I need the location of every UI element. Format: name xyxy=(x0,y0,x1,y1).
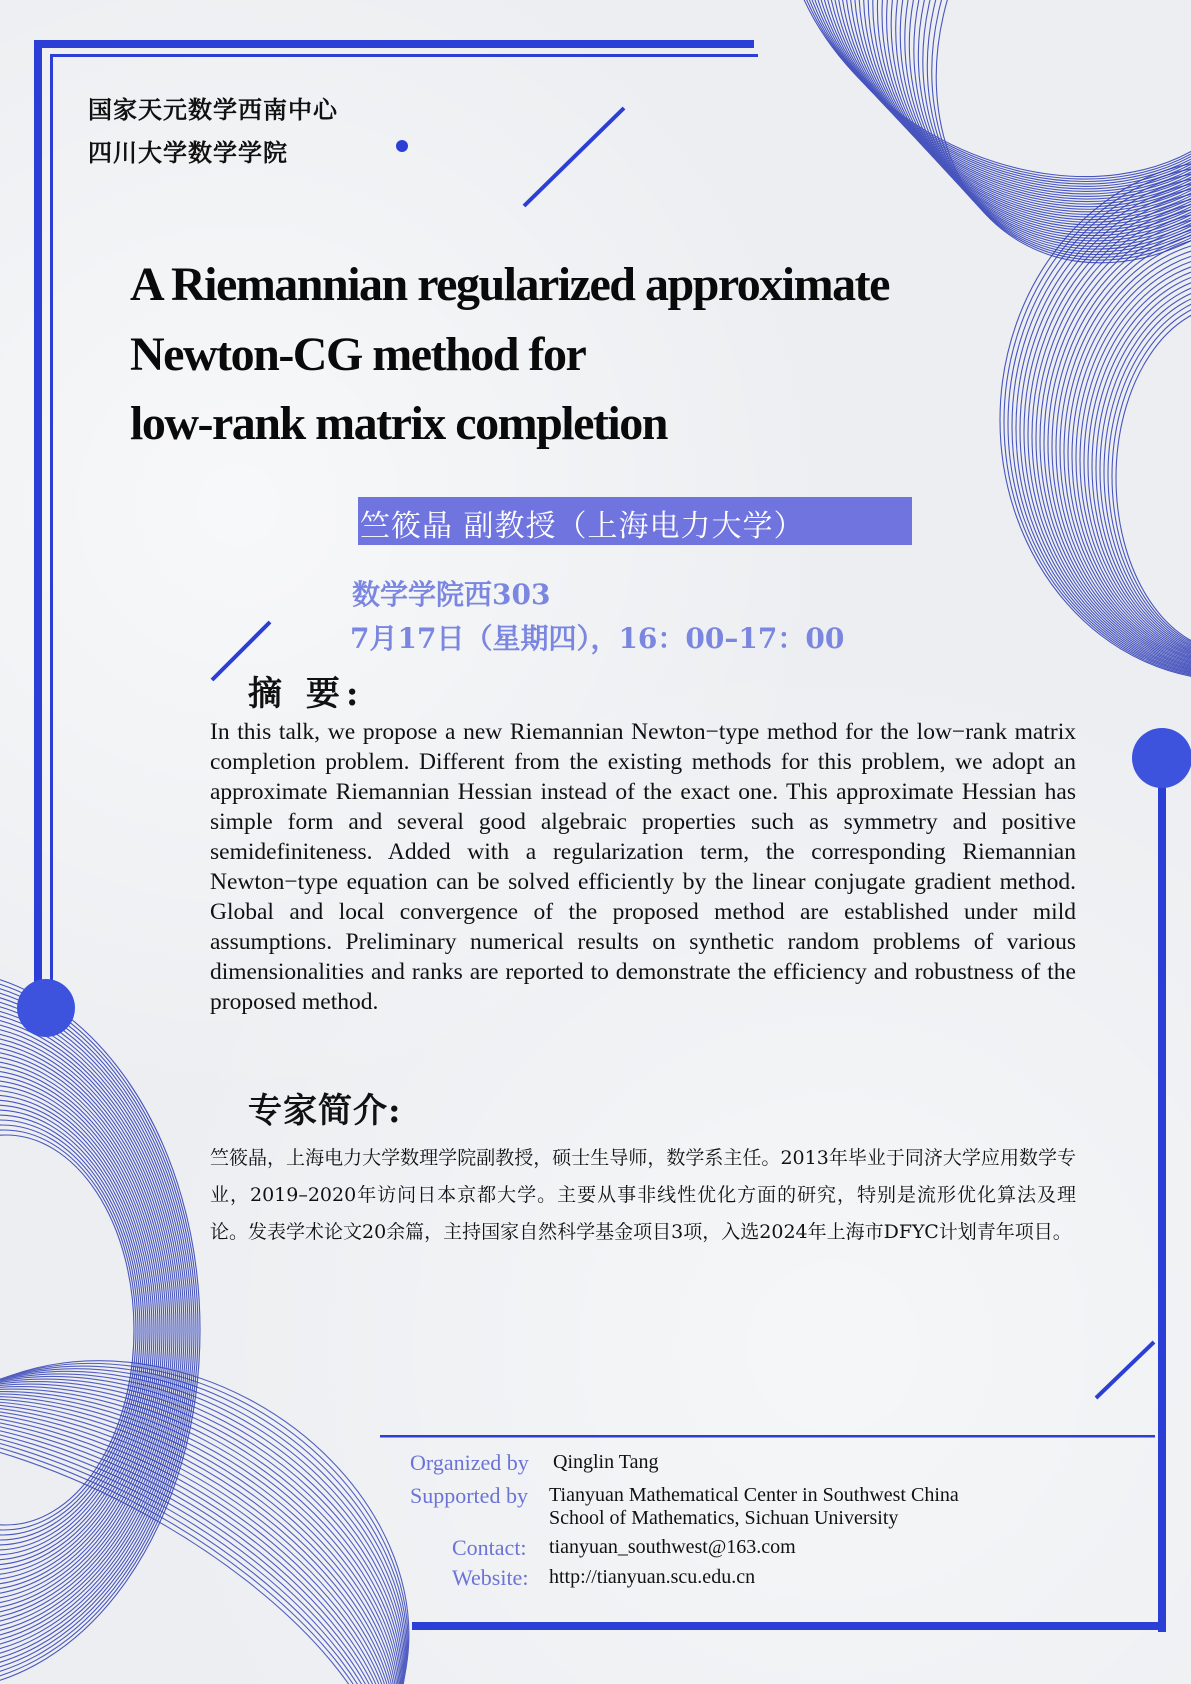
frame-left-thin xyxy=(50,54,53,1004)
decorative-arc xyxy=(0,1105,146,1555)
org-line-1: 国家天元数学西南中心 xyxy=(88,95,338,124)
organized-label: Organized by xyxy=(410,1450,529,1475)
contact-email[interactable]: tianyuan_southwest@163.com xyxy=(549,1536,796,1558)
decorative-arc xyxy=(0,990,192,1670)
supported-value-2: School of Mathematics, Sichuan University xyxy=(549,1507,899,1529)
accent-dot xyxy=(396,140,408,152)
org-line-2: 四川大学数学学院 xyxy=(88,138,288,167)
footer-divider xyxy=(380,1435,1155,1438)
website-label: Website: xyxy=(452,1565,529,1590)
decorative-arc xyxy=(750,0,1191,286)
organized-value: Qinglin Tang xyxy=(553,1451,659,1473)
bio-text: 竺筱晶，上海电力大学数理学院副教授，硕士生导师，数学系主任。2013年毕业于同济大学应用数学专业，2019–2020年访问日本京都大学。主要从事非线性优化方面的研究，特别是流形优化算法及理论。发表学术论文20余篇，主持国家自然科学基金项目3项，入选2024年上海市DFYC计划青年项目。 xyxy=(210,1147,1076,1243)
decorative-arc xyxy=(0,1290,480,1684)
decorative-arc xyxy=(0,1050,168,1610)
decorative-arc xyxy=(732,0,1191,277)
decorative-arc xyxy=(718,0,1191,270)
decorative-arc xyxy=(0,1337,454,1684)
decorative-arc xyxy=(0,1025,178,1635)
abstract-heading: 摘 要: xyxy=(248,674,365,714)
title-line-2: Newton-CG method for xyxy=(130,328,586,381)
frame-left-bar xyxy=(34,40,42,1008)
title-line-3: low-rank matrix completion xyxy=(130,397,667,450)
decorative-arc xyxy=(0,1100,148,1560)
decorative-arc xyxy=(754,0,1191,288)
decorative-arc xyxy=(0,1060,164,1600)
decorative-arc xyxy=(0,1020,180,1640)
frame-top-bar xyxy=(34,40,754,48)
decorative-arc xyxy=(1036,205,1191,671)
decorative-arc xyxy=(0,980,196,1680)
decorative-arc xyxy=(0,1120,140,1540)
frame-left-circle xyxy=(17,979,75,1037)
supported-label: Supported by xyxy=(410,1483,528,1508)
arc-pattern-bottom-left xyxy=(0,970,200,1684)
contact-label: Contact: xyxy=(452,1535,527,1560)
decorative-arc xyxy=(1092,275,1191,657)
frame-right-circle xyxy=(1132,728,1191,788)
frame-top-thin xyxy=(50,54,758,57)
decorative-arc xyxy=(0,1115,142,1545)
decorative-arc xyxy=(0,1015,182,1645)
decorative-arc xyxy=(1088,270,1191,658)
abstract-text: In this talk, we propose a new Riemannian Newton−type method for the low−rank matrix completion problem. Different from the existing methods for this problem, we adopt an approximate Riemannian Hessian instead of the exact one. This approximate Hessian has simple form and several good algebraic properties such as symmetry and positive semidefiniteness. Added with a regularization term, the corresponding Riemannian Newton−type equation can be solved efficiently by the linear conjugate gradient method. Global and local convergence of the proposed method are established under mild assumptions. Preliminary numerical results on synthetic random problems of various dimensionalities and ranks are reported to demonstrate the efficiency and robustness of the proposed method. xyxy=(210,719,1076,1015)
accent-slash-bottom xyxy=(1096,1342,1154,1398)
supported-value-1: Tianyuan Mathematical Center in Southwest China xyxy=(549,1484,959,1506)
frame-right-bar xyxy=(1158,760,1166,1632)
website-link[interactable]: http://tianyuan.scu.edu.cn xyxy=(549,1566,756,1588)
event-datetime: 7月17日（星期四），16：00–17：00 xyxy=(350,622,845,655)
accent-slash-top xyxy=(524,108,624,206)
title-line-1: A Riemannian regularized approximate xyxy=(130,258,889,311)
decorative-arc xyxy=(0,1300,475,1684)
speaker-label: 竺筱晶 副教授（上海电力大学） xyxy=(360,509,805,544)
decorative-arc xyxy=(844,0,1191,334)
frame-bottom-bar xyxy=(412,1622,1166,1630)
event-location: 数学学院西303 xyxy=(352,578,551,611)
bio-heading: 专家简介: xyxy=(248,1091,402,1131)
